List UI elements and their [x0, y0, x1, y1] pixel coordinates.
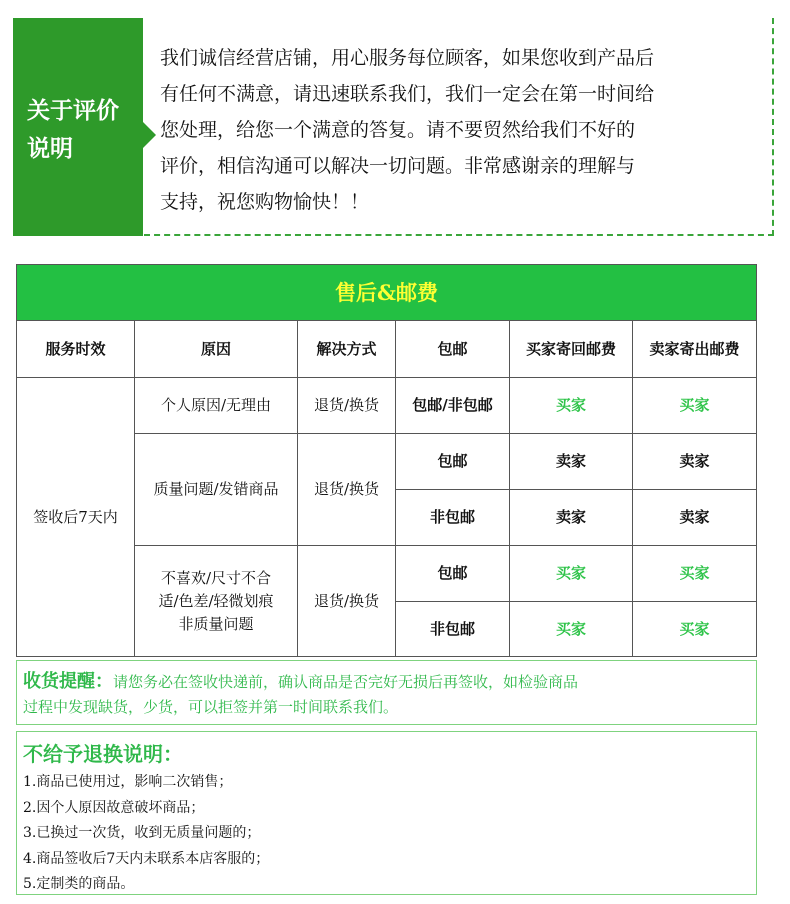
- review-text-line: 支持，祝您购物愉快！！: [160, 191, 370, 213]
- shipping-cell: 非包邮: [429, 508, 475, 526]
- buyer-return-fee-cell: 买家: [555, 396, 586, 414]
- seller-send-fee-cell: 买家: [679, 564, 710, 582]
- review-notice-label: [13, 18, 143, 236]
- column-header-free-shipping: 包邮: [437, 339, 468, 358]
- no-return-item: 3.已换过一次货，收到无质量问题的；: [23, 825, 261, 841]
- buyer-return-fee-cell: 卖家: [555, 452, 586, 470]
- seller-send-fee-cell: 买家: [679, 620, 710, 638]
- shipping-cell: 非包邮: [429, 620, 475, 638]
- column-header-solution: 解决方式: [316, 339, 377, 358]
- buyer-return-fee-cell: 买家: [555, 620, 586, 638]
- receipt-reminder-text: 过程中发现缺货，少货，可以拒签并第一时间联系我们。: [23, 698, 399, 716]
- reason-line: 适/色差/轻微划痕: [158, 592, 274, 610]
- no-return-policy: [16, 731, 757, 895]
- review-text-line: 评价，相信沟通可以解决一切问题。非常感谢亲的理解与: [160, 155, 636, 177]
- reason-cell: 质量问题/发错商品: [153, 480, 279, 498]
- reason-line: 非质量问题: [178, 615, 254, 633]
- buyer-return-fee-cell: 买家: [555, 564, 586, 582]
- column-header-buyer-return-fee: 买家寄回邮费: [525, 339, 616, 358]
- buyer-return-fee-cell: 卖家: [555, 508, 586, 526]
- column-header-reason: 原因: [200, 339, 231, 358]
- review-notice-title-line2: 说明: [27, 136, 73, 162]
- solution-cell: 退货/换货: [313, 592, 380, 610]
- shipping-cell: 包邮: [437, 452, 468, 470]
- reason-cell: 个人原因/无理由: [160, 396, 272, 414]
- receipt-reminder-text: 请您务必在签收快递前，确认商品是否完好无损后再签收，如检验商品: [113, 673, 579, 691]
- review-notice-text: [144, 18, 774, 236]
- shipping-cell: 包邮: [437, 564, 468, 582]
- no-return-item: 1.商品已使用过，影响二次销售；: [23, 774, 233, 790]
- seller-send-fee-cell: 卖家: [679, 508, 710, 526]
- no-return-item: 4.商品签收后7天内未联系本店客服的；: [23, 850, 270, 867]
- review-text-line: 有任何不满意，请迅速联系我们，我们一定会在第一时间给: [160, 83, 655, 105]
- no-return-item: 5.定制类的商品。: [23, 876, 135, 892]
- column-header-seller-send-fee: 卖家寄出邮费: [649, 339, 740, 358]
- review-text-line: 我们诚信经营店铺，用心服务每位顾客，如果您收到产品后: [160, 47, 655, 69]
- review-notice: [13, 18, 774, 236]
- reason-line: 不喜欢/尺寸不合: [160, 569, 272, 587]
- no-return-item: 2.因个人原因故意破坏商品；: [23, 799, 205, 816]
- no-return-title: 不给予退换说明：: [23, 742, 183, 766]
- solution-cell: 退货/换货: [313, 396, 380, 414]
- column-header-service-period: 服务时效: [45, 339, 106, 358]
- after-sales-table: [16, 264, 757, 657]
- solution-cell: 退货/换货: [313, 480, 380, 498]
- table-title: 售后&邮费: [17, 265, 756, 321]
- receipt-reminder: [16, 660, 757, 725]
- shipping-cell: 包邮/非包邮: [412, 396, 493, 414]
- receipt-reminder-title: 收货提醒：: [23, 671, 113, 692]
- seller-send-fee-cell: 卖家: [679, 452, 710, 470]
- review-notice-title-line1: 关于评价: [27, 98, 119, 124]
- seller-send-fee-cell: 买家: [679, 396, 710, 414]
- reason-cell: [135, 546, 297, 657]
- review-text-line: 您处理，给您一个满意的答复。请不要贸然给我们不好的: [160, 119, 636, 141]
- service-period-cell: 签收后7天内: [33, 508, 118, 526]
